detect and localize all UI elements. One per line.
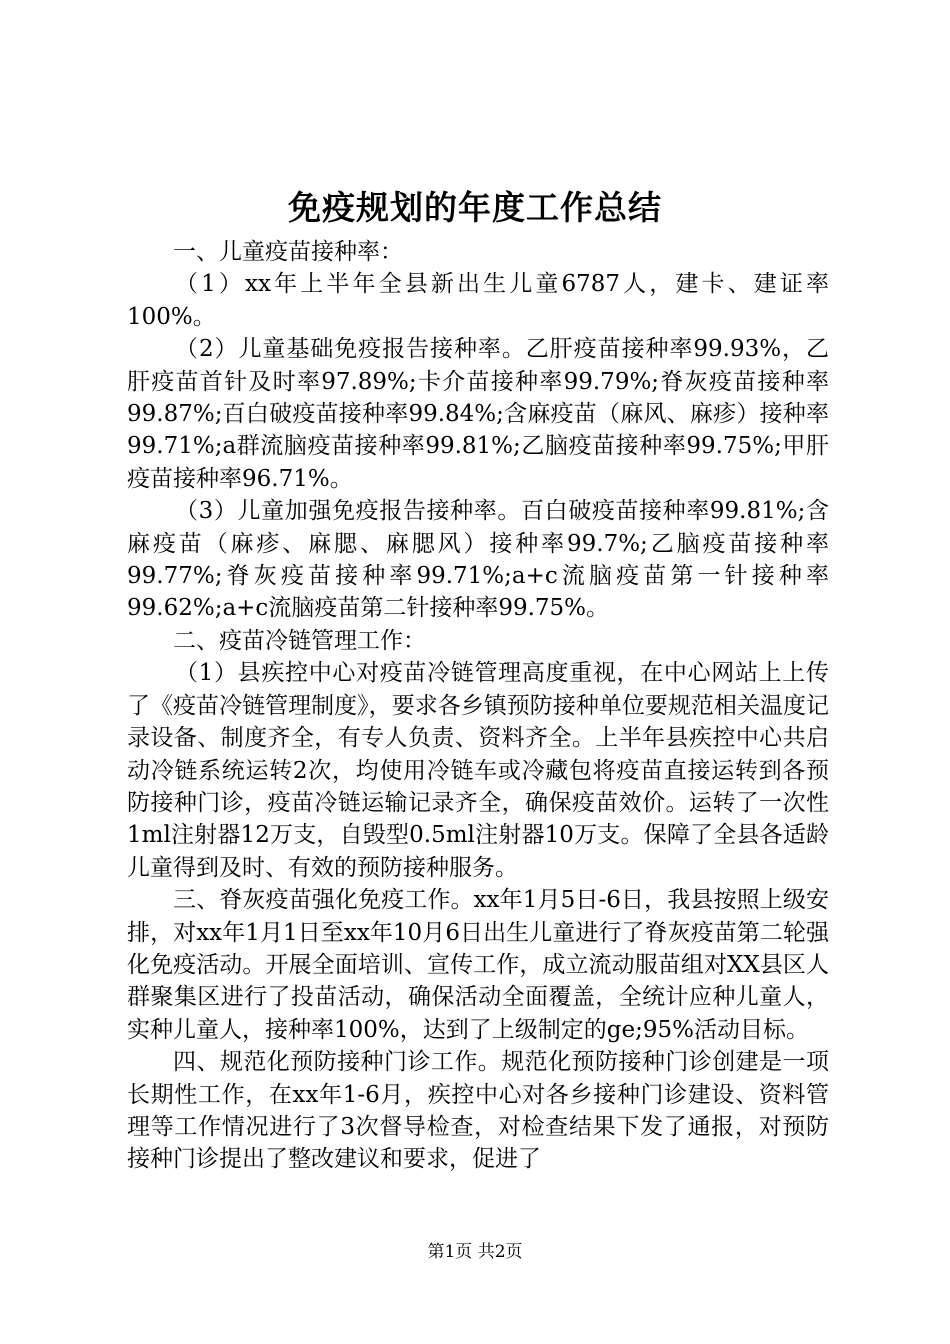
paragraph-3: 三、脊灰疫苗强化免疫工作。xx年1月5日-6日，我县按照上级安排，对xx年1月1日至xx年10月6日出生儿童进行了脊灰疫苗第二轮强化免疫活动。开展全面培训、宣传工作，成立流动服苗组对XX县区人群聚集区进行了投苗活动，确保活动全面覆盖，全统计应种儿童人，实种儿童人，接种率100%，达到了上级制定的ge;95%活动目标。 [127, 887, 829, 1043]
paragraph-2-1: （1）县疾控中心对疫苗冷链管理高度重视，在中心网站上上传了《疫苗冷链管理制度》，要求各乡镇预防接种单位要规范相关温度记录设备、制度齐全，有专人负责、资料齐全。上半年县疾控中心共启动冷链系统运转2次，均使用冷链车或冷藏包将疫苗直接运转到各预防接种门诊，疫苗冷链运输记录齐全，确保疫苗效价。运转了一次性1ml注射器12万支，自毁型0.5ml注射器10万支。保障了全县各适龄儿童得到及时、有效的预防接种服务。 [127, 660, 829, 881]
paragraph-1-1: （1）xx年上半年全县新出生儿童6787人，建卡、建证率100%。 [127, 271, 829, 330]
section-heading-2: 二、疫苗冷链管理工作： [173, 627, 426, 654]
page-number-footer: 第1页 共2页 [427, 1242, 523, 1262]
document-title: 免疫规划的年度工作总结 [288, 188, 662, 227]
paragraph-4: 四、规范化预防接种门诊工作。规范化预防接种门诊创建是一项长期性工作，在xx年1-6月，疾控中心对各乡接种门诊建设、资料管理等工作情况进行了3次督导检查，对检查结果下发了通报，对预防接种门诊提出了整改建议和要求，促进了 [127, 1049, 829, 1173]
paragraph-1-3: （3）儿童加强免疫报告接种率。百白破疫苗接种率99.81%;含麻疫苗（麻疹、麻腮、麻腮风）接种率99.7%;乙脑疫苗接种率99.77%;脊灰疫苗接种率99.71%;a+c流脑疫苗第一针接种率99.62%;a+c流脑疫苗第二针接种率99.75%。 [127, 498, 829, 622]
paragraph-1-2: （2）儿童基础免疫报告接种率。乙肝疫苗接种率99.93%，乙肝疫苗首针及时率97.89%;卡介苗接种率99.79%;脊灰疫苗接种率99.87%;百白破疫苗接种率99.84%;含麻疫苗（麻风、麻疹）接种率99.71%;a群流脑疫苗接种率99.81%;乙脑疫苗接种率99.75%;甲肝疫苗接种率96.71%。 [127, 336, 829, 492]
section-heading-1: 一、儿童疫苗接种率： [173, 239, 403, 265]
document-body [127, 236, 829, 1176]
